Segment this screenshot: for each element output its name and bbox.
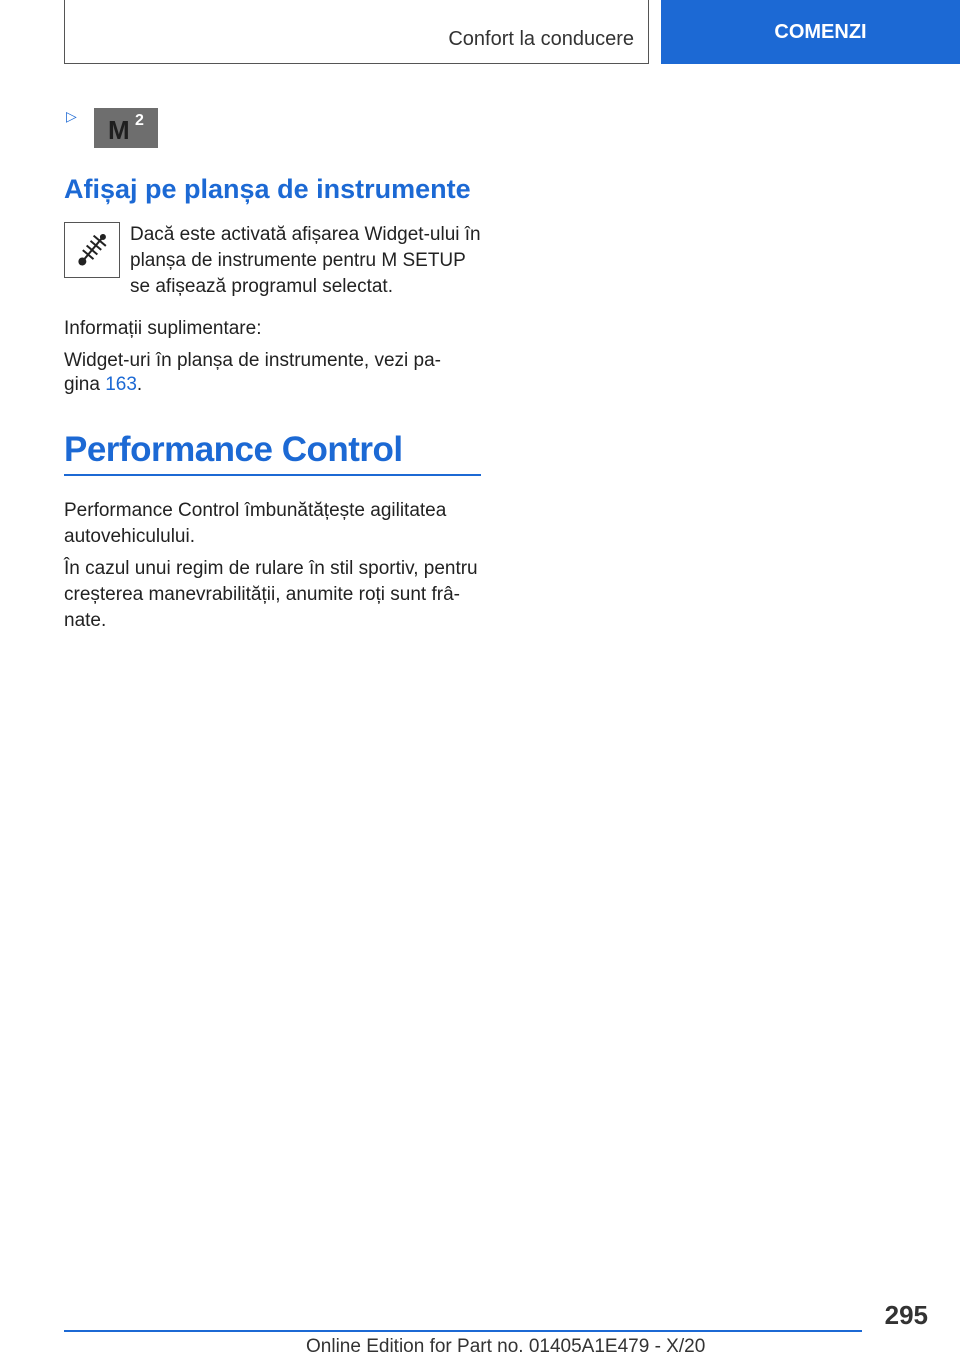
section-title: Confort la conducere [448, 28, 634, 50]
description-line-2: planșa de instrumente pentru M SETUP [130, 250, 466, 271]
para2-line-1: În cazul unui regim de rulare în stil sportiv, pentru [64, 558, 478, 579]
m-badge-letter: M [108, 115, 130, 145]
chapter-label: COMENZI [774, 20, 867, 43]
m2-button-icon [94, 108, 158, 148]
subsection-heading: Afișaj pe planșa de instrumente [64, 174, 471, 204]
reference-line-1: Widget-uri în planșa de instrumente, vezi pa‐ [64, 350, 442, 371]
chapter-tab[interactable] [661, 0, 960, 64]
more-info-label: Informații suplimentare: [64, 318, 262, 339]
para1-line-2: autovehiculului. [64, 526, 195, 547]
widget-icon [64, 222, 120, 278]
reference-suffix: . [136, 374, 143, 395]
heading-rule [64, 474, 481, 476]
footer-edition-text: Online Edition for Part no. 01405A1E479 - X/20 [306, 1336, 706, 1357]
reference-prefix: gina [64, 374, 106, 395]
section-heading: Performance Control [64, 430, 403, 469]
footer-rule [64, 1330, 862, 1332]
description-line-3: se afișează programul selectat. [130, 276, 393, 297]
page-number: 295 [884, 1300, 928, 1330]
para2-line-3: nate. [64, 610, 107, 631]
para2-line-2: creșterea manevrabilității, anumite roți sunt frâ‐ [64, 584, 460, 605]
m-badge-superscript: 2 [135, 112, 144, 129]
reference-line-2 [64, 372, 142, 398]
description-line-1: Dacă este activată afișarea Widget-ului în [130, 224, 481, 245]
para1-line-1: Performance Control îmbunătățește agilitatea [64, 500, 447, 521]
arrow-icon: ▷ [66, 108, 77, 124]
page-link[interactable]: 163 [105, 374, 137, 395]
